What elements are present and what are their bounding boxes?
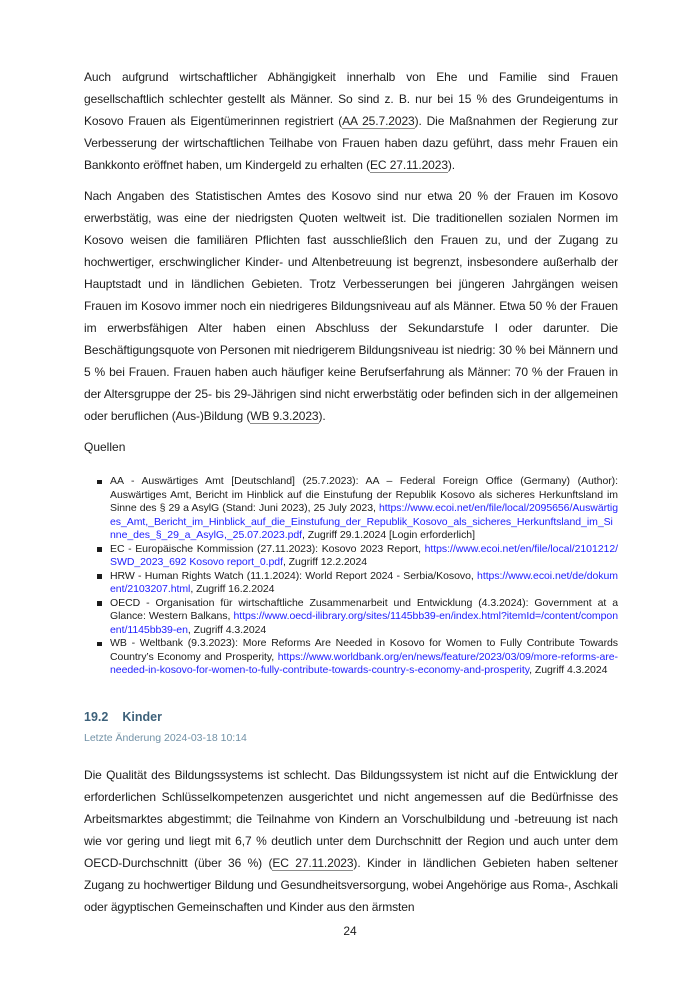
citation-link[interactable]: EC 27.11.2023 [370,158,448,172]
source-text: AA - Auswärtiges Amt [Deutschland] (25.7.2023): AA – Federal Foreign Office (Germany) (Author): Auswärtiges Amt, Bericht im Hinblick auf die Einstufung der Republik Kosovo als sicheres Herkunftsland im Sinne des § 29 a AsylG (Stand: Juni 2023), 25 July 2023, https://www.ecoi.net/en/file/local/2095656/Auswärtiges_Amt,_Bericht_im_Hinblick_auf_die_Einstufung_der_Republik_Kosovo_als_sicheres_Herkunftsland_im_Sinne_des_§_29_a_AsylG,_25.07.2023.pdf, Zugriff 29.1.2024 [Login erforderlich] [110,475,618,541]
section-heading [84,709,618,725]
section-number: 19.2 [84,709,109,724]
bullet-square-icon [97,642,102,647]
bullet-square-icon [97,574,102,579]
source-item-aa [110,475,618,543]
url-link[interactable]: https://www.worldbank.org/en/news/feature/2023/03/09/more-reforms-are-needed-in-kosovo-for-women-to-fully-contribute-towards-country-s-economy-and-prosperity [110,650,618,676]
source-text: HRW - Human Rights Watch (11.1.2024): World Report 2024 - Serbia/Kosovo, https://www.ecoi.net/de/dokument/2103207.html, Zugriff 16.2.2024 [110,569,618,595]
citation-link[interactable]: AA 25.7.2023 [342,114,415,128]
paragraph-women-employment: Nach Angaben des Statistischen Amtes des Kosovo sind nur etwa 20 % der Frauen im Kosovo erwerbstätig, was eine der niedrigsten Quoten weltweit ist. Die traditionellen sozialen Normen im Kosovo weisen die familiären Pflichten fast ausschließlich den Frauen zu, und der Zugang zu hochwertiger, erschwinglicher Kinder- und Altenbetreuung ist begrenzt, insbesondere außerhalb der Hauptstadt und in ländlichen Gebieten. Trotz Verbesserungen bei jüngeren Jahrgängen weisen Frauen im Kosovo immer noch ein niedrigeres Bildungsniveau auf als Männer. Etwa 50 % der Frauen im erwerbsfähigen Alter haben einen Abschluss der Sekundarstufe I oder darunter. Die Beschäftigungsquote von Personen mit niedrigerem Bildungsniveau ist niedrig: 30 % bei Männern und 5 % bei Frauen. Frauen haben auch häufiger keine Berufserfahrung als Männer: 70 % der Frauen in der Altersgruppe der 25- bis 29-Jährigen sind nicht erwerbstätig oder befinden sich in der allgemeinen oder beruflichen (Aus-)Bildung (WB 9.3.2023). [84,189,618,423]
paragraph-women-economy: Auch aufgrund wirtschaftlicher Abhängigkeit innerhalb von Ehe und Familie sind Frauen gesellschaftlich schlechter gestellt als Männer. So sind z. B. nur bei 15 % des Grundeigentums in Kosovo Frauen als Eigentümerinnen registriert (AA 25.7.2023). Die Maßnahmen der Regierung zur Verbesserung der wirtschaftlichen Teilhabe von Frauen haben dazu geführt, dass mehr Frauen ein Bankkonto eröffnet haben, um Kindergeld zu erhalten (EC 27.11.2023). [84,70,618,172]
url-link[interactable]: https://www.oecd-ilibrary.org/sites/1145bb39-en/index.html?itemId=/content/component/1145bb39-en [110,610,618,636]
section-title: Kinder [122,709,162,724]
source-item-hrw [110,570,618,597]
citation-link[interactable]: WB 9.3.2023 [250,409,319,423]
page-number: 24 [343,924,357,938]
url-link[interactable]: https://www.ecoi.net/en/file/local/2101212/SWD_2023_692 Kosovo report_0.pdf [110,542,618,568]
bullet-square-icon [97,601,102,606]
sources-list [84,475,618,678]
source-item-wb [110,637,618,678]
bullet-square-icon [97,547,102,552]
source-text: OECD - Organisation für wirtschaftliche Zusammenarbeit und Entwicklung (4.3.2024): Government at a Glance: Western Balkans, https://www.oecd-ilibrary.org/sites/1145bb39-en/index.html?itemId=/content/component/1145bb39-en, Zugriff 4.3.2024 [110,596,618,636]
bullet-square-icon [97,480,102,485]
url-link[interactable]: https://www.ecoi.net/de/dokument/2103207.html [110,569,618,595]
source-item-oecd [110,597,618,638]
sources-heading: Quellen [84,440,126,454]
last-change-meta: Letzte Änderung 2024-03-18 10:14 [84,731,247,744]
source-text: EC - Europäische Kommission (27.11.2023): Kosovo 2023 Report, https://www.ecoi.net/en/file/local/2101212/SWD_2023_692 Kosovo report_0.pdf, Zugriff 12.2.2024 [110,542,618,568]
paragraph-education-quality: Die Qualität des Bildungssystems ist schlecht. Das Bildungssystem ist nicht auf die Entwicklung der erforderlichen Schlüsselkompetenzen ausgerichtet und nicht angemessen auf die Bedürfnisse des Arbeitsmarktes abgestimmt; die Teilnahme von Kindern an Vorschulbildung und -betreuung ist nach wie vor gering und liegt mit 6,7 % deutlich unter dem Durchschnitt der Region und auch unter dem OECD-Durchschnitt (über 36 %) (EC 27.11.2023). Kinder in ländlichen Gebieten haben seltener Zugang zu hochwertiger Bildung und Gesundheitsversorgung, wobei Angehörige aus Roma-, Aschkali oder ägyptischen Gemeinschaften und Kinder aus den ärmsten [84,767,618,914]
source-text: WB - Weltbank (9.3.2023): More Reforms Are Needed in Kosovo for Women to Fully Contribute Towards Country’s Economy and Prosperity, https://www.worldbank.org/en/news/feature/2023/03/09/more-reforms-are-needed-in-kosovo-for-women-to-fully-contribute-towards-country-s-economy-and-prosperity, Zugriff 4.3.2024 [110,637,618,676]
source-item-ec [110,543,618,570]
document-content [84,66,618,927]
url-link[interactable]: https://www.ecoi.net/en/file/local/2095656/Auswärtiges_Amt,_Bericht_im_Hinblick_auf_die_Einstufung_der_Republik_Kosovo_als_sicheres_Herkunftsland_im_Sinne_des_§_29_a_AsylG,_25.07.2023.pdf [110,502,618,541]
citation-link[interactable]: EC 27.11.2023 [272,855,354,870]
